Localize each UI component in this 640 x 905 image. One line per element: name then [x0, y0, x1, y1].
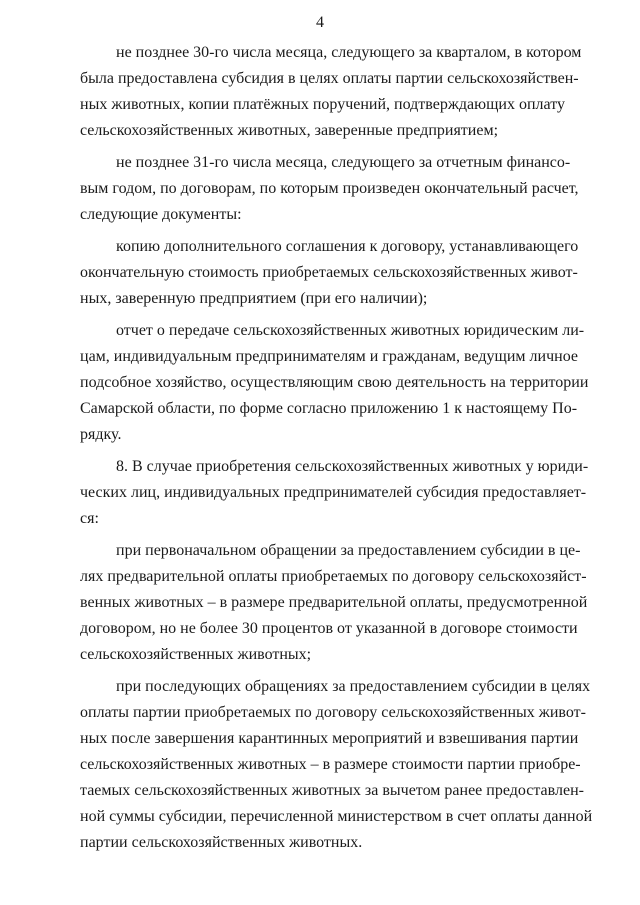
text-line: договором, но не более 30 процентов от указанной в договоре стоимости — [80, 620, 578, 637]
paragraph — [80, 318, 589, 448]
paragraph — [80, 40, 582, 144]
text-line: ся: — [80, 510, 99, 527]
text-line: ных животных, копии платёжных поручений, подтверждающих оплату — [80, 96, 565, 113]
paragraph — [80, 674, 593, 856]
text-line: Самарской области, по форме согласно приложению 1 к настоящему По- — [80, 400, 578, 417]
text-line: оплаты партии приобретаемых по договору сельскохозяйственных живот- — [80, 704, 586, 721]
text-line: 8. В случае приобретения сельскохозяйственных животных у юриди- — [116, 458, 589, 475]
text-line: копию дополнительного соглашения к договору, устанавливающего — [116, 238, 579, 255]
text-line: при первоначальном обращении за предоставлением субсидии в це- — [116, 542, 581, 559]
text-line: не позднее 31-го числа месяца, следующего за отчетным финансо- — [116, 154, 571, 171]
text-line: венных животных – в размере предварительной оплаты, предусмотренной — [80, 594, 588, 611]
text-line: сельскохозяйственных животных – в размере стоимости партии приобре- — [80, 756, 581, 773]
document-body — [80, 40, 593, 856]
text-line: окончательную стоимость приобретаемых сельскохозяйственных живот- — [80, 264, 578, 281]
text-line: ных, заверенную предприятием (при его наличии); — [80, 290, 428, 307]
text-line: ных после завершения карантинных мероприятий и взвешивания партии — [80, 730, 579, 747]
text-line: вым годом, по договорам, по которым произведен окончательный расчет, — [80, 180, 579, 197]
text-line: рядку. — [80, 426, 122, 443]
text-line: партии сельскохозяйственных животных. — [80, 834, 363, 851]
paragraph — [80, 538, 588, 668]
text-line: сельскохозяйственных животных; — [80, 646, 312, 663]
text-line: при последующих обращениях за предоставлением субсидии в целях — [116, 678, 591, 695]
text-line: лях предварительной оплаты приобретаемых по договору сельскохозяйст- — [80, 568, 587, 585]
page-number: 4 — [316, 14, 324, 31]
text-line: ной суммы субсидии, перечисленной министерством в счет оплаты данной — [80, 808, 593, 825]
text-line: следующие документы: — [80, 206, 242, 223]
text-line: была предоставлена субсидия в целях оплаты партии сельскохозяйствен- — [80, 70, 579, 87]
paragraph — [80, 234, 579, 312]
paragraph — [80, 454, 589, 532]
text-line: не позднее 30-го числа месяца, следующего за кварталом, в котором — [116, 44, 582, 61]
text-line: таемых сельскохозяйственных животных за вычетом ранее предоставлен- — [80, 782, 584, 799]
text-line: цам, индивидуальным предпринимателям и гражданам, ведущим личное — [80, 348, 578, 365]
text-line: подсобное хозяйство, осуществляющим свою деятельность на территории — [80, 374, 589, 391]
text-line: ческих лиц, индивидуальных предпринимателей субсидия предоставляет- — [80, 484, 587, 501]
paragraph — [80, 150, 579, 228]
text-line: отчет о передаче сельскохозяйственных животных юридическим ли- — [116, 322, 585, 339]
text-line: сельскохозяйственных животных, заверенные предприятием; — [80, 122, 499, 139]
